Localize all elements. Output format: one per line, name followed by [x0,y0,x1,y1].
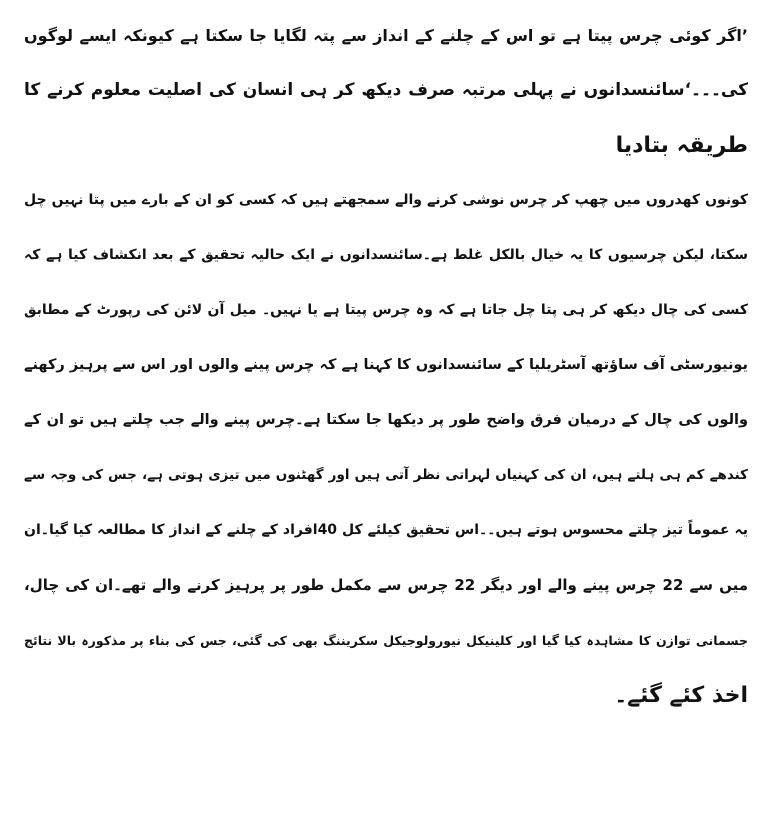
body-line: کونوں کھدروں میں چھپ کر چرس نوشی کرنے والے سمجھتے ہیں کہ کسی کو ان کے بارے میں پتا نہیں چل [24,192,748,208]
intro-line: ’اگر کوئی چرس پیتا ہے تو اس کے چلنے کے انداز سے پتہ لگایا جا سکتا ہے کیونکہ ایسے لوگوں [24,26,748,45]
body-line: میں سے 22 چرس پینے والے اور دیگر 22 چرس سے مکمل طور پر پرہیز کرنے والے تھے۔ان کی چال، [24,576,748,594]
body-line: کسی کی چال دیکھ کر ہی پتا چل جاتا ہے کہ وہ چرس پیتا ہے یا نہیں۔ میل آن لائن کی رپورٹ کے مطابق [24,302,748,318]
body-line: سکتا، لیکن چرسیوں کا یہ خیال بالکل غلط ہے۔سائنسدانوں نے ایک حالیہ تحقیق کے بعد انکشاف کیا ہے کہ [24,247,748,263]
body-paragraph [24,173,748,723]
body-line: یہ عموماً تیز چلتے محسوس ہوتے ہیں۔۔اس تحقیق کیلئے کل 40افراد کے چلنے کے انداز کا مطالعہ کیا گیا۔ان [24,522,748,538]
intro-line: طریقہ بتادیا [615,133,748,158]
body-line: اخذ کئے گئے۔ [614,683,748,708]
intro-line: کی۔۔۔‘سائنسدانوں نے پہلی مرتبہ صرف دیکھ کر ہی انسان کی اصلیت معلوم کرنے کا [24,80,748,100]
intro-paragraph [24,8,748,173]
body-line: جسمانی توازن کا مشاہدہ کیا گیا اور کلینیکل نیورولوجیکل سکریننگ بھی کی گئی، جس کی بناء پر مذکورہ بالا نتائج [24,633,748,648]
body-line: یونیورسٹی آف ساؤتھ آسٹریلیا کے سائنسدانوں کا کہنا ہے کہ چرس پینے والوں اور اس سے پرہیز رکھنے [24,357,748,373]
body-line: والوں کی چال کے درمیان فرق واضح طور پر دیکھا جا سکتا ہے۔چرس پینے والے جب چلتے ہیں تو ان کے [24,412,748,428]
body-line: کندھے کم ہی ہلتے ہیں، ان کی کہنیاں لہراتی نظر آتی ہیں اور گھٹنوں میں تیزی ہوتی ہے، جس کی وجہ سے [24,467,748,483]
